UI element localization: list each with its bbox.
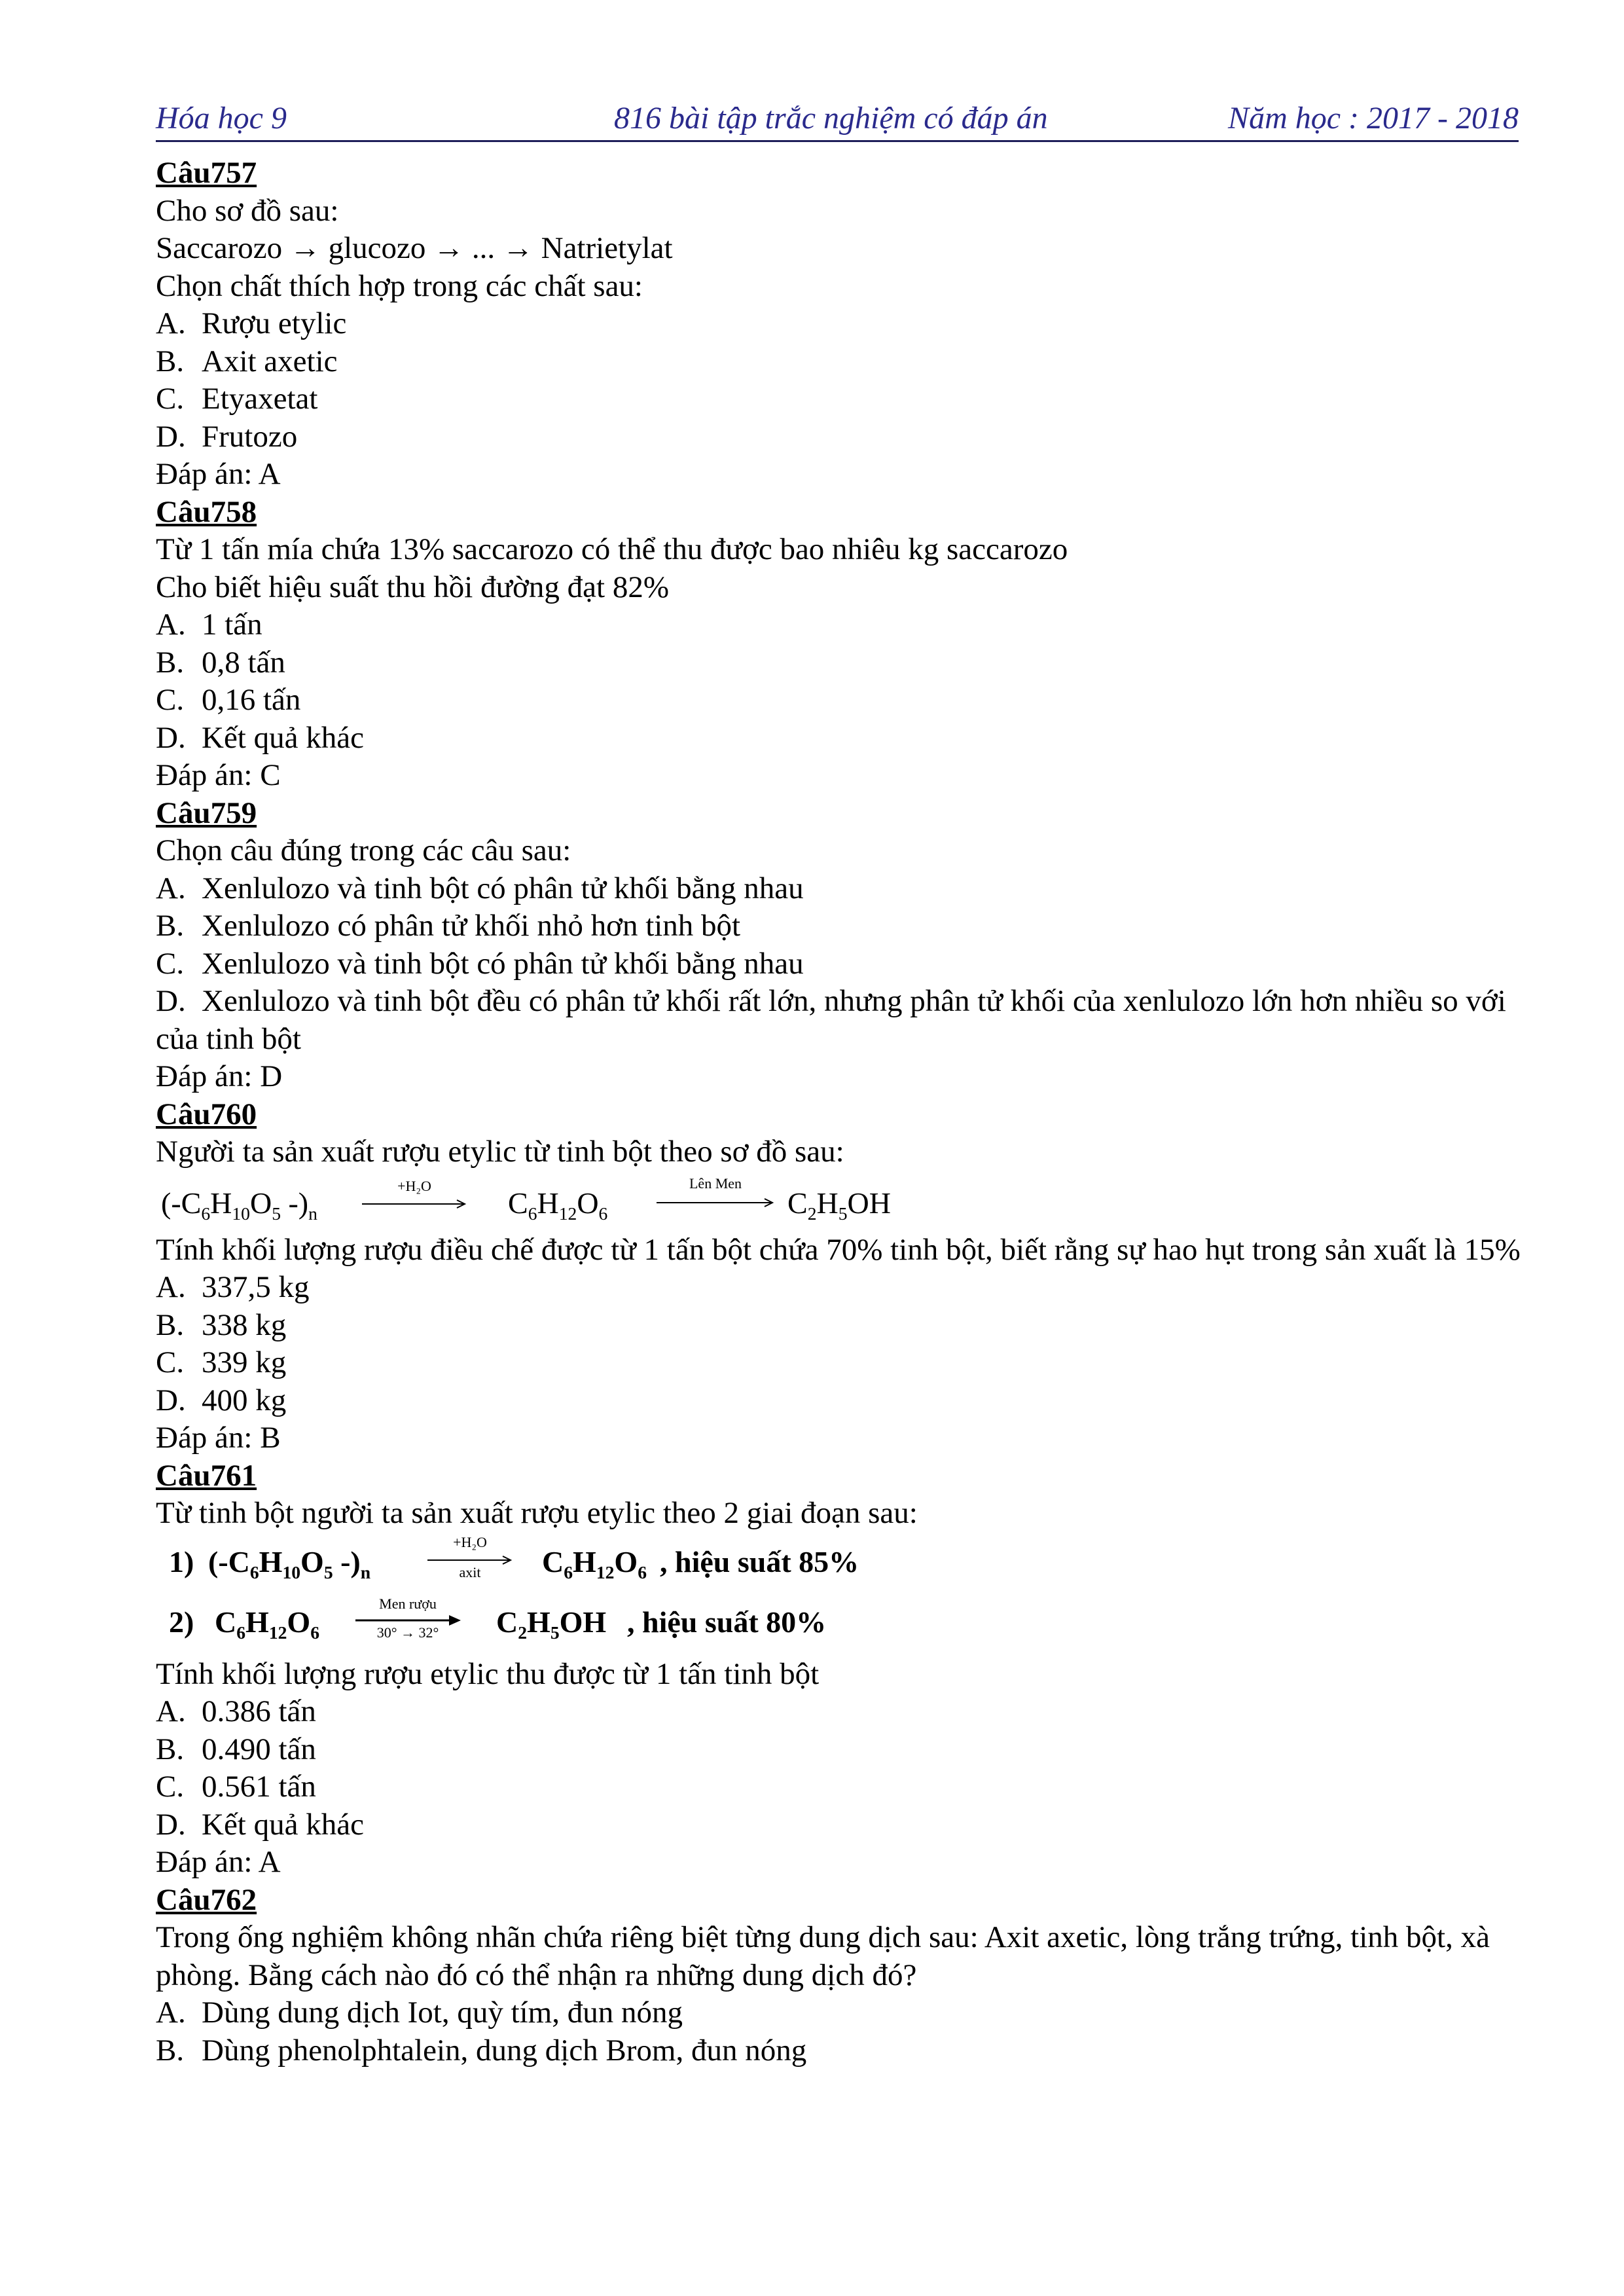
question-text: Chọn chất thích hợp trong các chất sau: xyxy=(156,268,643,303)
arrow-label-top: +H₂O xyxy=(453,1533,487,1550)
option-d: D. Xenlulozo và tinh bột đều có phân tử khối rất lớn, nhưng phân tử khối của xenlulozo lớn hơn nhiều so với của tinh bột xyxy=(156,984,1506,1056)
header-year: Năm học : 2017 - 2018 xyxy=(1228,101,1519,136)
option-b: B. Dùng phenolphtalein, dung dịch Brom, đun nóng xyxy=(156,2033,807,2068)
option-d: D. Kết quả khác xyxy=(156,1807,364,1842)
arrow-icon xyxy=(424,1534,516,1580)
question-text: Saccarozo → glucozo → ... → Natrietylat xyxy=(156,231,673,265)
reaction-scheme xyxy=(156,1171,1524,1231)
arrow-icon xyxy=(359,1178,470,1217)
answer: Đáp án: D xyxy=(156,1059,283,1093)
question-title: Câu762 xyxy=(156,1882,257,1917)
option-b: B. 0.490 tấn xyxy=(156,1732,316,1766)
starch-formula: ($-C_6H_{10}O_5$ $-)_n$ xyxy=(208,1544,371,1582)
glucose-formula: $C_6H_{12}O_6$ xyxy=(508,1186,608,1224)
document-body xyxy=(156,155,1524,2069)
question-title: Câu759 xyxy=(156,795,257,830)
question-text: Trong ống nghiệm không nhãn chứa riêng biệt từng dung dịch sau: Axit axetic, lòng trắng trứng, tinh bột, xà phòng. Bằng cách nào đó có thể nhận ra những dung dịch đó? xyxy=(156,1920,1490,1992)
page-header xyxy=(156,97,1519,142)
starch-formula: ($-C_6H_{10}O_5$ $-)_n$ xyxy=(161,1186,317,1224)
option-a: A. 337,5 kg xyxy=(156,1270,310,1304)
option-c: C. 0.561 tấn xyxy=(156,1770,316,1804)
question-title: Câu757 xyxy=(156,156,257,190)
glucose-formula: $C_6H_{12}O_6$ xyxy=(542,1544,647,1582)
question-text: Từ tinh bột người ta sản xuất rượu etylic theo 2 giai đoạn sau: xyxy=(156,1496,918,1530)
arrow-label: +H₂O xyxy=(397,1177,431,1194)
question-text: Cho biết hiệu suất thu hồi đường đạt 82% xyxy=(156,570,669,604)
question-text: Cho sơ đồ sau: xyxy=(156,193,339,228)
arrow-label-bottom: axit xyxy=(459,1563,481,1580)
option-b: B. 0,8 tấn xyxy=(156,645,285,680)
option-d: D. Frutozo xyxy=(156,419,298,454)
header-subject: Hóa học 9 xyxy=(156,101,287,136)
reaction-step-1 xyxy=(156,1533,1524,1595)
question-title: Câu761 xyxy=(156,1458,257,1493)
reaction-step-2 xyxy=(156,1595,1524,1656)
question-title: Câu760 xyxy=(156,1097,257,1131)
option-c: C. 0,16 tấn xyxy=(156,683,301,717)
option-a: A. Rượu etylic xyxy=(156,306,347,340)
option-d: D. Kết quả khác xyxy=(156,720,364,755)
yield-text: , hiệu suất 85% xyxy=(660,1544,859,1578)
option-a: A. 1 tấn xyxy=(156,608,262,642)
yield-text: , hiệu suất 80% xyxy=(627,1605,827,1639)
arrow-label-top: Men rượu xyxy=(379,1595,437,1612)
question-title: Câu758 xyxy=(156,494,257,529)
option-b: B. 338 kg xyxy=(156,1307,287,1342)
answer: Đáp án: A xyxy=(156,457,281,491)
option-c: C. Etyaxetat xyxy=(156,382,318,416)
arrow-icon xyxy=(352,1595,463,1641)
arrow-label-bottom: 30° → 32° xyxy=(376,1624,439,1641)
option-b: B. Xenlulozo có phân tử khối nhỏ hơn tinh bột xyxy=(156,909,741,943)
answer: Đáp án: A xyxy=(156,1845,281,1879)
step-number: 1) xyxy=(169,1544,194,1578)
step-number: 2) xyxy=(169,1605,194,1639)
arrow-label: Lên Men xyxy=(689,1175,742,1192)
answer: Đáp án: B xyxy=(156,1421,281,1455)
arrow-icon xyxy=(653,1175,778,1214)
question-text: Từ 1 tấn mía chứa 13% saccarozo có thể thu được bao nhiêu kg saccarozo xyxy=(156,532,1068,566)
option-a: A. 0.386 tấn xyxy=(156,1694,316,1728)
header-title: 816 bài tập trắc nghiệm có đáp án xyxy=(614,101,1048,136)
ethanol-formula: $C_2H_5OH$ xyxy=(787,1186,891,1224)
option-d: D. 400 kg xyxy=(156,1383,287,1417)
question-text: Tính khối lượng rượu điều chế được từ 1 tấn bột chứa 70% tinh bột, biết rằng sự hao hụt trong sản xuất là 15% xyxy=(156,1232,1521,1267)
option-c: C. Xenlulozo và tinh bột có phân tử khối bằng nhau xyxy=(156,946,804,981)
answer: Đáp án: C xyxy=(156,758,281,792)
glucose-formula: $C_6H_{12}O_6$ xyxy=(215,1605,319,1643)
question-text: Tính khối lượng rượu etylic thu được từ 1 tấn tinh bột xyxy=(156,1656,820,1691)
option-b: B. Axit axetic xyxy=(156,344,338,378)
option-a: A. Xenlulozo và tinh bột có phân tử khối bằng nhau xyxy=(156,871,804,905)
ethanol-formula: $C_2H_5OH$ xyxy=(496,1605,607,1643)
option-c: C. 339 kg xyxy=(156,1345,287,1379)
question-text: Chọn câu đúng trong các câu sau: xyxy=(156,833,571,867)
option-a: A. Dùng dung dịch Iot, quỳ tím, đun nóng xyxy=(156,1995,683,2030)
question-text: Người ta sản xuất rượu etylic từ tinh bột theo sơ đồ sau: xyxy=(156,1135,844,1169)
